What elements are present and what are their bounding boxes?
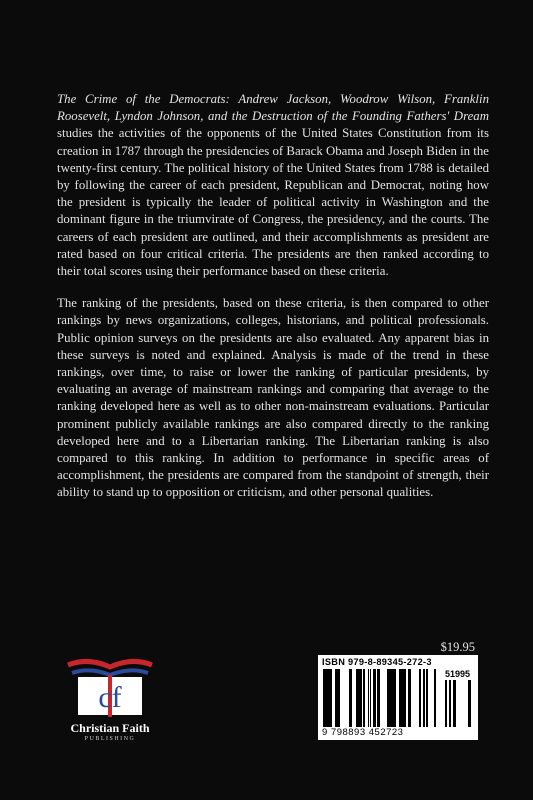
book-description xyxy=(57,91,489,517)
addon-barcode-bars xyxy=(442,680,474,727)
ean-barcode-bars xyxy=(322,669,438,727)
publisher-subtitle: PUBLISHING xyxy=(84,736,136,742)
open-book-icon xyxy=(64,655,156,719)
barcode-addon-number: 51995 xyxy=(445,669,471,679)
isbn-label: ISBN 979-8-89345-272-3 xyxy=(322,657,432,667)
isbn-barcode xyxy=(318,655,478,740)
price-label: $19.95 xyxy=(440,640,475,654)
description-paragraph-2: The ranking of the presidents, based on these criteria, is then compared to other rankings by news organizations, colleges, historians, and political professionals. Public opinion surveys on the presidents are also evaluated. Any apparent bias in these surveys is noted and explained. Analysis is made of the trend in these rankings, over time, to raise or lower the ranking of particular presidents, by evaluating an average of mainstream rankings and comparing that average to the ranking developed here as well as to other non-mainstream evaluations. Particular prominent publicly available rankings are also compared directly to the ranking developed here and to a Libertarian ranking. The Libertarian ranking is also compared to this ranking. In addition to performance in specific areas of accomplishment, the presidents are compared from the standpoint of strength, their ability to stand up to opposition or criticism, and other personal qualities. xyxy=(57,296,489,500)
logo-letters: cf xyxy=(98,681,122,714)
description-paragraph-1-text: studies the activities of the opponents of the United States Constitution from its creation in 1787 through the presidencies of Barack Obama and Joseph Biden in the twenty-first century. The political history of the United States from 1788 is detailed by following the career of each president, Republican and Democrat, noting how the president is typically the leader of political activity in Washington and the dominant figure in the triumvirate of Congress, the presidency, and the courts. The careers of each president are outlined, and their accomplishments as president are rated based on four critical criteria. The presidents are then ranked according to their total scores using their performance based on these criteria. xyxy=(57,126,489,279)
publisher-logo xyxy=(50,655,170,745)
ean-number: 9 798893 452723 xyxy=(322,727,404,738)
book-title-italic: The Crime of the Democrats: Andrew Jackson, Woodrow Wilson, Franklin Roosevelt, Lyndon Johnson, and the Destruction of the Founding Fathers' Dream xyxy=(57,92,489,124)
description-paragraph-1 xyxy=(57,91,489,280)
publisher-name: Christian Faith xyxy=(70,721,150,735)
